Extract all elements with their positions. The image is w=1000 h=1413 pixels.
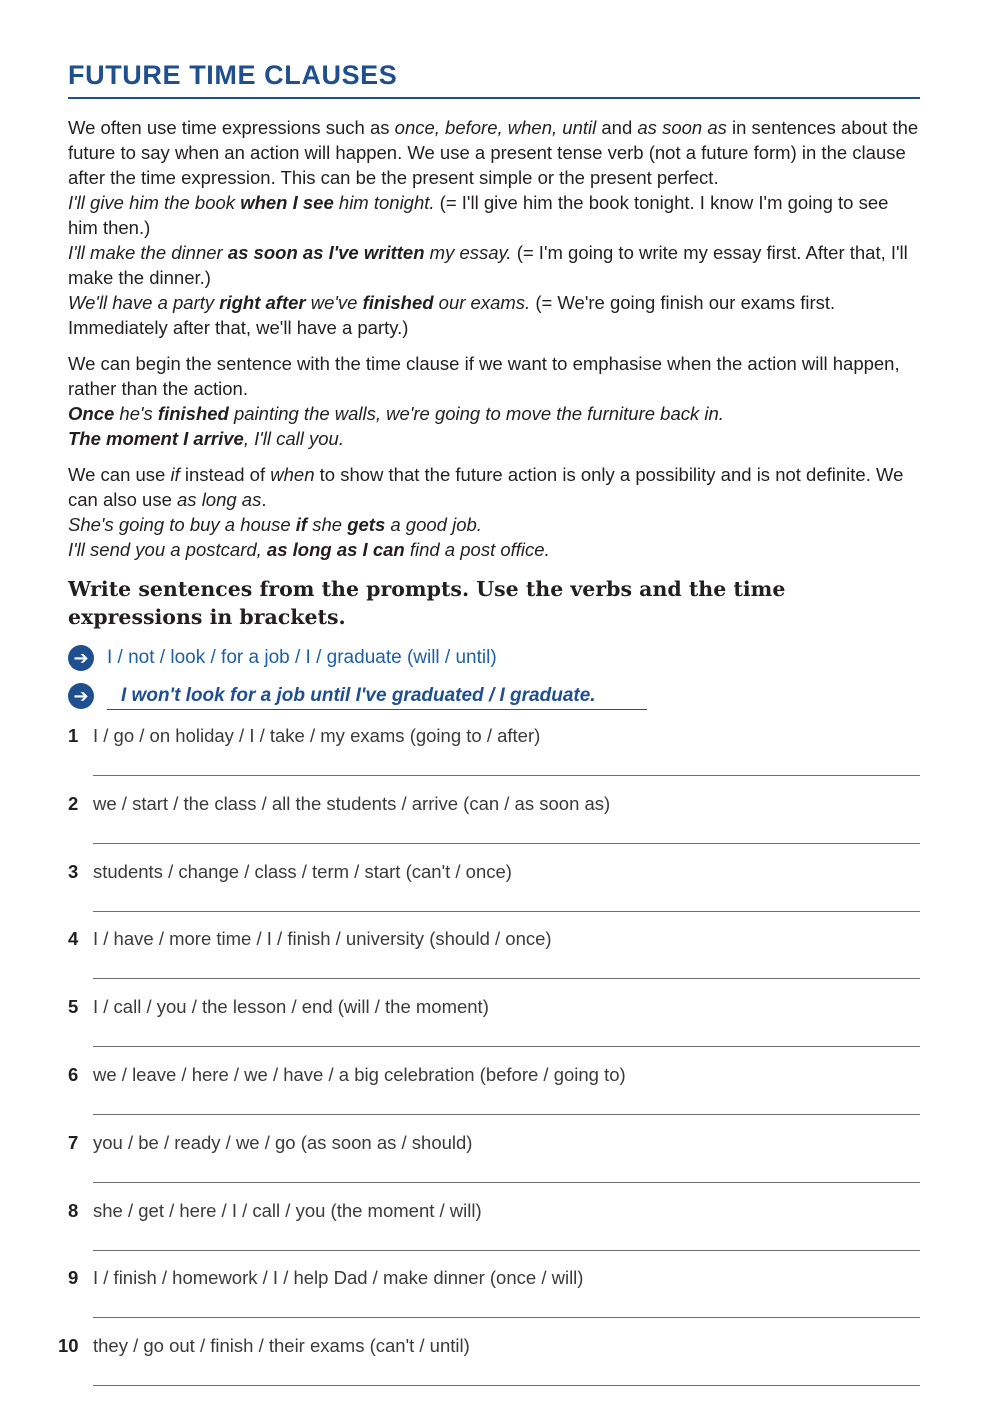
- example-sentence: I'll give him the book when I see him tonight. (= I'll give him the book tonight. I know I'm going to see him then.): [68, 192, 889, 238]
- arrow-right-icon: ➔: [68, 683, 94, 709]
- item-prompt: you / be / ready / we / go (as soon as / should): [93, 1131, 473, 1153]
- item-number: 1: [68, 725, 79, 746]
- exercise-item-8: [68, 1200, 920, 1268]
- item-prompt: I / have / more time / I / finish / university (should / once): [93, 928, 552, 950]
- exercise-item-7: [68, 1132, 920, 1200]
- item-prompt: students / change / class / term / start (can't / once): [93, 860, 512, 882]
- exercise-item-5: [68, 996, 920, 1064]
- item-number: 2: [68, 792, 79, 814]
- task-instruction: Write sentences from the prompts. Use the verbs and the time expressions in brackets.: [68, 577, 786, 629]
- item-number: 8: [68, 1199, 79, 1221]
- exercise-item-2: [68, 793, 920, 861]
- exercise-item-4: [68, 928, 920, 996]
- item-number: 7: [68, 1131, 79, 1153]
- exercise-item-10: [58, 1335, 920, 1403]
- example-answer-row: [68, 683, 920, 709]
- answer-line[interactable]: [93, 1046, 920, 1047]
- item-prompt: she / get / here / I / call / you (the moment / will): [93, 1199, 482, 1221]
- item-number: 9: [68, 1267, 79, 1289]
- example-sentence: The moment I arrive, I'll call you.: [68, 428, 344, 449]
- item-prompt: they / go out / finish / their exams (can't / until): [93, 1335, 470, 1357]
- example-sentence: I'll make the dinner as soon as I've written my essay. (= I'm going to write my essay first. After that, I'll make the dinner.): [68, 242, 908, 288]
- example-sentence: Once he's finished painting the walls, we're going to move the furniture back in.: [68, 403, 724, 424]
- exercise-item-1: [68, 725, 920, 793]
- example-prompt: I / not / look / for a job / I / graduate (will / until): [107, 647, 497, 668]
- item-prompt: I / finish / homework / I / help Dad / make dinner (once / will): [93, 1267, 584, 1289]
- exercise-item-9: [68, 1267, 920, 1335]
- example-answer: I won't look for a job until I've graduated / I graduate.: [107, 683, 647, 710]
- item-prompt: I / call / you / the lesson / end (will / the moment): [93, 996, 489, 1018]
- example-sentence: We'll have a party right after we've finished our exams. (= We're going finish our exams first. Immediately after that, we'll have a party.): [68, 292, 836, 338]
- page-title: FUTURE TIME CLAUSES: [68, 60, 920, 99]
- answer-line[interactable]: [93, 1250, 920, 1251]
- answer-line[interactable]: [93, 1182, 920, 1183]
- answer-line[interactable]: [93, 843, 920, 844]
- answer-line[interactable]: [93, 1317, 920, 1318]
- item-prompt: we / start / the class / all the students / arrive (can / as soon as): [93, 792, 611, 814]
- exercise-item-3: [68, 861, 920, 929]
- item-number: 4: [68, 928, 79, 950]
- exercise-list: [58, 725, 920, 1403]
- answer-line[interactable]: [93, 911, 920, 912]
- item-number: 6: [68, 1063, 79, 1085]
- answer-line[interactable]: [93, 1114, 920, 1115]
- item-prompt: I / go / on holiday / I / take / my exams (going to / after): [93, 725, 541, 746]
- example-prompt-row: [68, 645, 920, 671]
- example-sentence: She's going to buy a house if she gets a good job.: [68, 514, 482, 535]
- explanation-block-2: [68, 351, 920, 451]
- explanation-paragraph: We can begin the sentence with the time clause if we want to emphasise when the action will happen, rather than the action.: [68, 353, 900, 399]
- worksheet-page: [58, 60, 920, 1403]
- answer-line[interactable]: [93, 1385, 920, 1386]
- answer-line[interactable]: [93, 775, 920, 776]
- explanation-block-1: [68, 115, 920, 340]
- item-number: 10: [58, 1335, 79, 1357]
- example-sentence: I'll send you a postcard, as long as I can find a post office.: [68, 539, 550, 560]
- arrow-right-icon: ➔: [68, 645, 94, 671]
- explanation-paragraph: We can use if instead of when to show that the future action is only a possibility and is not definite. We can also use as long as.: [68, 464, 904, 510]
- exercise-item-6: [68, 1064, 920, 1132]
- item-number: 3: [68, 860, 79, 882]
- explanation-paragraph: We often use time expressions such as once, before, when, until and as soon as in sentences about the future to say when an action will happen. We use a present tense verb (not a future form) in the clause after the time expression. This can be the present simple or the present perfect.: [68, 117, 919, 188]
- item-number: 5: [68, 996, 79, 1018]
- answer-line[interactable]: [93, 978, 920, 979]
- item-prompt: we / leave / here / we / have / a big celebration (before / going to): [93, 1063, 626, 1085]
- explanation-block-3: [68, 462, 920, 562]
